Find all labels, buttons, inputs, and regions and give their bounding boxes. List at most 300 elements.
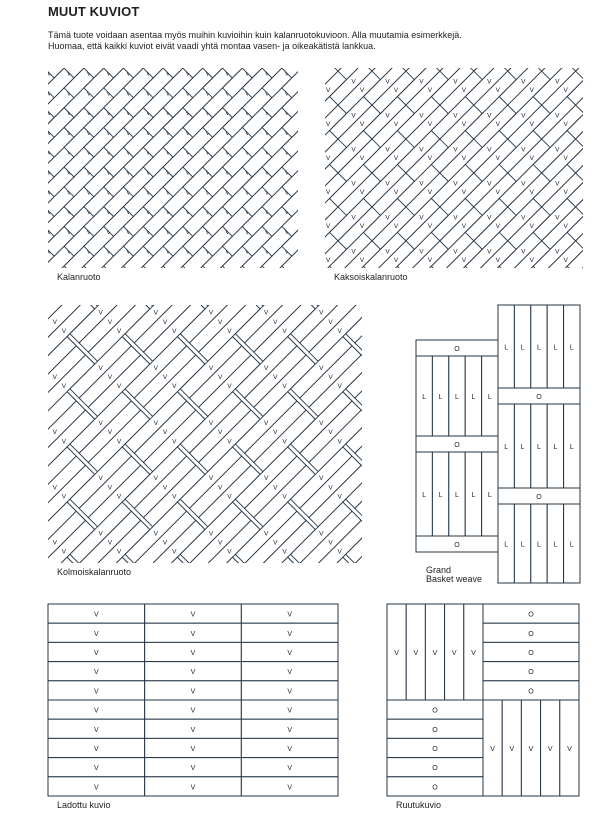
svg-text:V: V [521,44,526,52]
svg-text:V: V [66,169,72,177]
svg-text:V: V [394,650,399,657]
right-plank [581,210,601,258]
svg-text:V: V [153,530,159,538]
svg-text:V: V [317,282,322,290]
svg-text:O: O [145,298,151,306]
svg-text:V: V [374,585,379,593]
svg-text:V: V [126,169,131,177]
svg-text:O: O [356,36,362,44]
stacked-plank [241,623,338,642]
svg-text:V: V [529,154,534,162]
svg-text:V: V [205,70,210,78]
right-plank [361,530,423,592]
svg-text:V: V [453,146,458,154]
svg-text:V: V [93,765,99,773]
svg-text:V: V [106,30,111,38]
right-plank [5,78,54,127]
svg-text:L: L [471,492,476,499]
right-plank [5,256,54,308]
svg-text:O: O [536,394,542,401]
svg-text:O: O [389,557,395,565]
svg-text:V: V [393,154,399,162]
svg-text:V: V [107,374,113,382]
svg-text:O: O [458,307,464,315]
svg-text:V: V [172,438,177,446]
vertical-plank [449,356,465,436]
left-plank [465,23,513,71]
svg-text:V: V [93,650,99,657]
svg-text:V: V [146,129,151,137]
svg-text:V [0,429,2,436]
svg-text:V: V [385,146,390,154]
svg-text:V: V [208,419,214,427]
left-plank [0,511,30,573]
svg-text:O: O [528,669,534,677]
svg-text:O: O [389,502,395,510]
svg-text:O: O [49,291,55,299]
svg-text:V: V [487,282,492,290]
svg-text:V: V [116,438,122,446]
svg-text:O: O [106,40,112,48]
svg-text:O: O [399,27,405,35]
svg-text:O: O [323,278,329,286]
svg-text:O: O [467,265,473,273]
svg-text:O: O [389,337,395,345]
svg-text:O: O [40,465,46,473]
svg-text:O: O [568,299,574,307]
svg-text:V: V [107,429,113,437]
left-plank [0,355,40,417]
right-plank [0,364,37,426]
svg-text:V: V [126,90,131,98]
svg-text:O: O [7,159,13,167]
horizontal-plank [387,758,483,777]
svg-text:V: V [392,383,398,391]
svg-text:O: O [325,567,331,575]
svg-text:O: O [125,278,131,286]
svg-text:V: V [225,288,230,296]
svg-text:V: V [185,70,191,78]
svg-text:O: O [26,199,32,207]
right-plank [0,118,34,167]
svg-text:V: V [385,112,390,120]
svg-text:V: V [52,374,57,382]
svg-text:V: V [319,419,324,427]
svg-text:V: V [86,228,92,236]
vertical-plank [531,404,547,488]
svg-text:V: V [589,146,594,154]
svg-text:O: O [492,307,498,315]
svg-text:V: V [547,746,553,753]
svg-text:V: V [153,475,159,483]
svg-text:V: V [509,746,515,753]
svg-text:O: O [40,410,46,418]
svg-text:V: V [153,585,159,593]
vertical-plank [445,604,464,700]
svg-text:O: O [86,40,92,48]
svg-text:V: V [337,548,342,556]
svg-text:V: V [43,530,48,538]
svg-text:O: O [106,298,112,306]
horizontal-plank [387,700,483,719]
svg-text:V: V [284,268,290,276]
svg-text:O: O [594,239,600,247]
svg-text:O: O [389,447,395,455]
svg-text:O: O [3,557,9,565]
svg-text:O: O [260,576,266,584]
svg-text:V: V [86,288,92,296]
right-plank [0,256,34,305]
svg-text:V: V [162,318,168,326]
svg-text:V: V [245,248,250,256]
svg-text:V: V [495,154,501,162]
svg-text:V: V [453,180,458,188]
svg-text:V: V [185,30,191,38]
svg-text:O: O [528,611,534,619]
svg-text:V: V [304,209,309,217]
svg-text:V: V [225,248,230,256]
svg-text:V: V [205,50,210,58]
svg-text:V: V [328,484,333,492]
svg-text:V: V [304,149,309,157]
svg-text:V: V [43,585,48,593]
svg-text:O: O [325,291,331,299]
svg-text:V: V [282,272,287,280]
right-plank [361,419,423,481]
svg-text:V: V [284,209,290,217]
svg-text:V: V [555,180,560,188]
svg-text:V: V [263,585,269,593]
svg-text:O: O [526,273,532,281]
vertical-plank [482,452,498,536]
svg-text:L: L [438,492,443,499]
svg-text:O: O [284,60,290,68]
svg-text:O: O [356,273,362,281]
svg-text:V: V [205,149,210,157]
svg-text:V: V [227,272,232,280]
svg-text:L: L [455,394,459,401]
svg-text:V: V [98,364,103,372]
svg-text:V: V [328,429,333,437]
svg-text:L: L [520,344,525,352]
svg-text:V: V [325,120,331,128]
svg-text:O: O [205,60,211,68]
svg-text:V: V [383,594,388,602]
svg-text:V: V [589,44,594,52]
svg-text:V: V [66,248,72,256]
svg-text:V: V [98,585,103,593]
svg-text:V: V [47,149,52,157]
svg-text:V: V [264,189,270,197]
svg-text:L: L [422,492,427,499]
svg-text:O: O [113,282,119,290]
svg-text:O: O [7,278,13,286]
svg-text:O: O [458,273,464,281]
svg-text:V: V [93,611,99,619]
svg-text:O: O [165,60,171,68]
svg-text:V: V [245,189,250,197]
svg-text:O: O [331,265,337,273]
svg-text:O: O [500,299,507,307]
svg-text:O: O [40,355,46,363]
svg-text:O: O [185,278,191,286]
svg-text:V: V [351,214,356,222]
svg-text:V: V [165,288,171,296]
stacked-plank [145,604,242,623]
left-plank [0,291,30,353]
svg-text:V: V [146,110,151,118]
svg-text:V: V [227,328,232,336]
vertical-plank [521,700,540,796]
svg-text:O: O [150,300,156,308]
svg-text:V: V [47,70,52,78]
svg-text:V: V [555,112,560,120]
herringbone-caption: Kalanruoto [57,272,101,282]
svg-text:V: V [319,364,324,372]
svg-text:V: V [419,248,424,256]
right-plank [0,137,34,186]
svg-text:V: V [66,129,72,137]
svg-text:V: V [107,594,113,602]
svg-text:V: V [283,282,288,290]
svg-text:O: O [371,521,377,529]
svg-text:V: V [325,154,331,162]
svg-text:O: O [224,60,230,68]
right-plank [5,276,54,325]
svg-text:O: O [7,258,13,266]
svg-text:V: V [185,110,191,118]
svg-text:V: V [205,288,210,296]
left-plank [5,48,54,97]
svg-text:V: V [93,746,99,753]
svg-text:O: O [3,447,9,455]
svg-text:V: V [487,112,492,120]
svg-text:O: O [454,346,460,353]
vertical-plank [498,305,514,388]
svg-text:V: V [325,87,331,95]
svg-text:V: V [328,374,333,382]
svg-text:O: O [205,300,211,308]
svg-text:V: V [185,228,191,236]
svg-text:V: V [487,248,492,256]
svg-text:V: V [284,70,290,78]
svg-text:V: V [165,209,171,217]
right-plank [581,278,601,326]
svg-text:V: V [317,146,322,154]
stacked-plank [145,662,242,681]
left-plank [0,456,30,518]
svg-text:V: V [304,70,309,78]
svg-text:V: V [419,282,424,290]
left-plank [0,576,40,638]
svg-text:O: O [125,60,131,68]
svg-text:O: O [594,171,600,179]
svg-text:V: V [165,129,171,137]
left-plank [499,23,547,71]
vertical-plank [432,452,448,536]
svg-text:V: V [225,268,230,276]
left-plank [5,246,54,295]
svg-text:V: V [304,110,309,118]
svg-text:O: O [224,282,230,290]
svg-text:V [0,595,2,602]
svg-text:L: L [520,541,525,549]
svg-text:V: V [7,169,12,177]
left-plank [355,401,417,463]
svg-text:V: V [324,288,329,296]
svg-text:V: V [165,90,171,98]
svg-text:V: V [27,110,32,118]
svg-text:V: V [86,169,92,177]
vertical-plank [498,504,514,583]
svg-text:V: V [126,209,131,217]
svg-text:V: V [273,539,278,547]
svg-text:V: V [461,154,467,162]
svg-text:O: O [205,21,211,29]
svg-text:V: V [521,146,526,154]
svg-text:V: V [287,630,293,638]
svg-text:V: V [208,364,214,372]
svg-text:V: V [205,209,210,217]
svg-text:O: O [106,60,112,68]
svg-text:V: V [393,222,399,230]
svg-text:O: O [323,21,329,29]
svg-text:O: O [458,36,464,44]
svg-text:V: V [190,688,196,696]
svg-text:O: O [185,60,191,68]
svg-text:V: V [282,383,287,391]
svg-text:V: V [146,70,151,78]
svg-text:V: V [6,328,11,336]
svg-text:O: O [224,21,230,29]
svg-text:V: V [106,189,111,197]
svg-text:V: V [597,290,601,298]
svg-text:V: V [359,53,365,61]
svg-text:O: O [560,36,566,44]
svg-text:V: V [162,429,168,437]
svg-text:V: V [432,650,438,657]
svg-text:V [0,484,2,491]
right-plank [479,6,527,54]
svg-text:O: O [304,80,310,88]
svg-text:V: V [304,228,309,236]
stacked-plank [48,604,145,623]
svg-text:V: V [47,50,52,58]
svg-text:V: V [263,530,269,538]
svg-text:O: O [58,282,64,290]
svg-text:V: V [529,87,534,95]
right-plank [0,276,34,325]
right-plank [581,244,601,292]
svg-text:V: V [521,78,526,86]
svg-text:O: O [264,60,270,68]
svg-text:O: O [26,219,32,227]
svg-text:V: V [453,112,458,120]
svg-text:V: V [461,256,467,264]
svg-text:V: V [208,475,214,483]
svg-text:O: O [7,80,13,88]
svg-text:V: V [66,50,72,58]
left-plank [5,29,54,78]
svg-text:O: O [304,238,310,246]
svg-text:O: O [380,567,386,575]
left-plank [0,300,40,362]
svg-text:V: V [106,110,111,118]
svg-text:V: V [393,290,399,298]
svg-text:V: V [284,189,290,197]
right-plank [0,78,34,127]
svg-text:V: V [66,70,72,78]
stacked-plank [241,777,338,796]
svg-text:V: V [52,594,57,602]
svg-text:V: V [106,149,111,157]
stacked-pattern-caption: Ladottu kuvio [57,800,111,810]
svg-text:O: O [322,273,328,281]
svg-text:O: O [244,298,250,306]
svg-text:V: V [172,548,177,556]
svg-text:V: V [521,112,526,120]
svg-text:V: V [185,209,191,217]
svg-text:O: O [26,60,32,68]
svg-text:V: V [27,308,32,316]
svg-text:O: O [297,129,303,137]
vertical-plank [531,305,547,388]
stacked-plank [48,719,145,738]
svg-text:V: V [351,180,356,188]
svg-text:O: O [424,307,430,315]
svg-text:V: V [225,189,230,197]
svg-text:V: V [284,129,290,137]
svg-text:V: V [126,268,131,276]
svg-text:O: O [7,219,13,227]
svg-text:V: V [66,30,72,38]
svg-text:O: O [205,298,211,306]
svg-text:V: V [589,214,594,222]
svg-text:O: O [3,337,9,345]
svg-text:V: V [116,548,122,556]
svg-text:O: O [371,300,377,308]
svg-text:O: O [3,502,9,510]
svg-text:O: O [40,521,46,529]
svg-text:O: O [315,576,322,584]
svg-text:V: V [419,180,424,188]
svg-text:V: V [563,120,568,128]
svg-text:V: V [555,214,560,222]
svg-text:V: V [146,248,151,256]
svg-text:V: V [495,188,501,196]
svg-text:V: V [263,364,269,372]
svg-text:O: O [46,60,52,68]
svg-text:V: V [245,149,250,157]
svg-text:V: V [487,44,492,52]
svg-text:O: O [365,61,371,69]
svg-text:V: V [427,256,433,264]
vertical-plank [547,305,563,388]
svg-text:O: O [26,21,32,29]
vertical-plank [541,700,560,796]
svg-text:V: V [6,603,11,611]
svg-text:O: O [467,299,473,307]
svg-text:O: O [26,80,32,88]
svg-text:O: O [424,36,430,44]
svg-text:V: V [66,209,72,217]
svg-text:V: V [284,149,290,157]
svg-text:V: V [7,228,12,236]
right-plank [0,474,37,536]
svg-text:V: V [165,50,171,58]
svg-text:V: V [225,70,230,78]
left-plank [0,88,34,137]
